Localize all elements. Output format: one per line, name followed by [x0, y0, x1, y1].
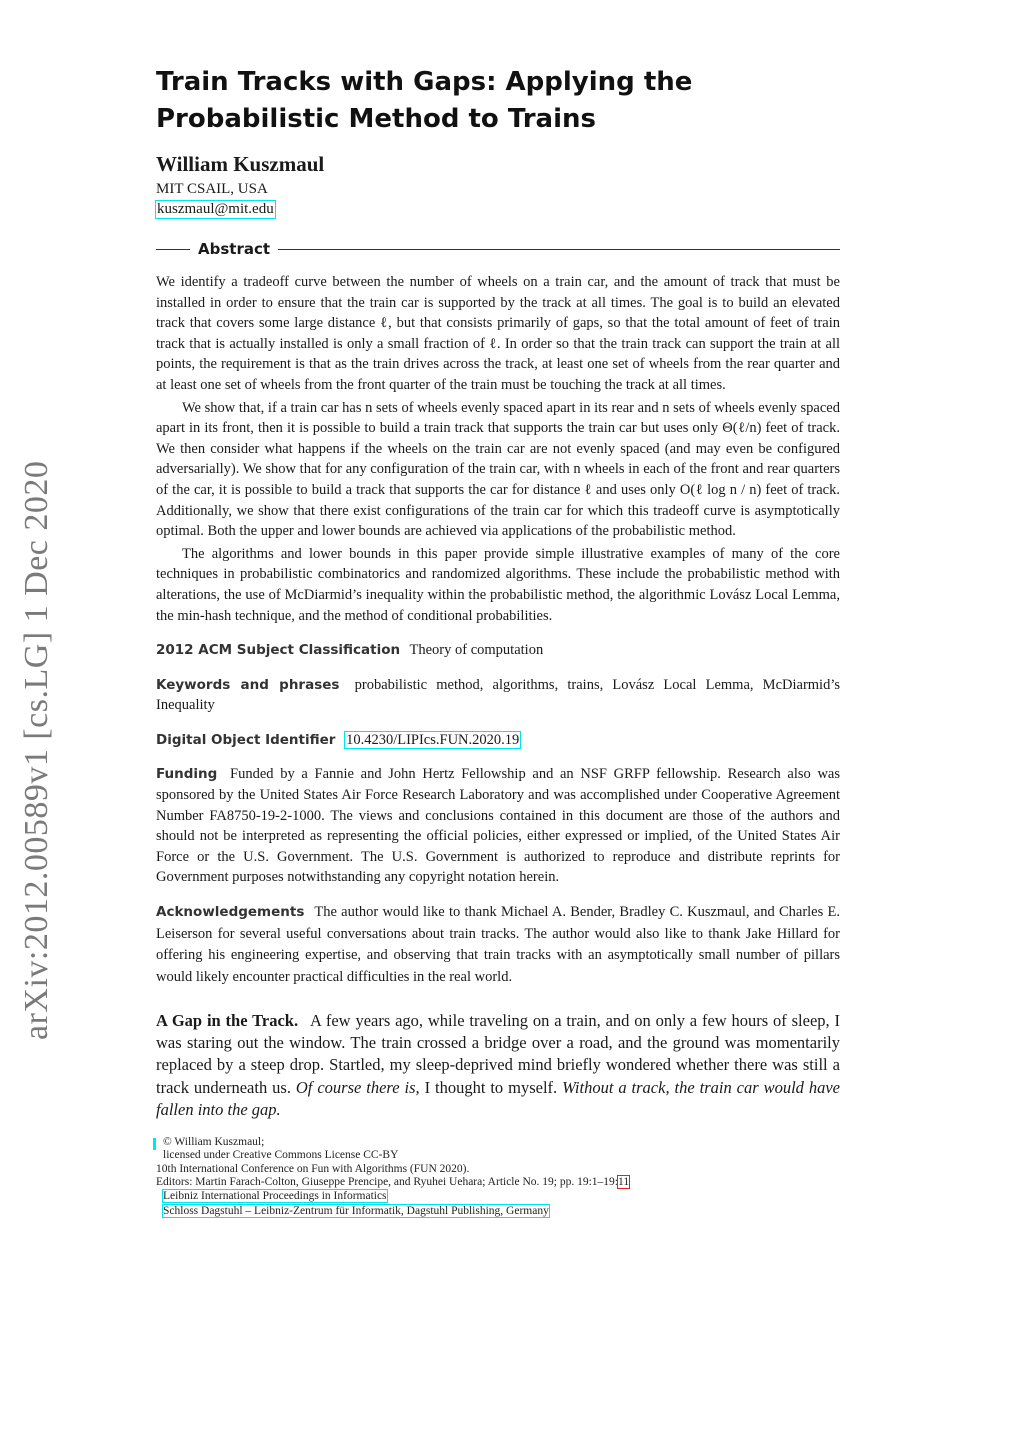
funding-value: Funded by a Fannie and John Hertz Fellowship and an NSF GRFP fellowship. Research also was sponsored by the United States Air Force Research Laboratory and was accomplished under Cooperative Agreement Number FA8750-19-2-1000. The views and conclusions contained in this document are those of the authors and should not be interpreted as representing the official policies, either expressed or implied, of the United States Air Force or the U.S. Government. The U.S. Government is authorized to reproduce and distribute reprints for Government purposes notwithstanding any copyright notation herein. [156, 766, 841, 886]
abstract-paragraph-2-part-b: feet of track. Additionally, we show that there exist configurations of the train car for which this tradeoff curve is asymptotically optimal. Both the upper and lower bounds are achieved via applications of the probabilistic method. [156, 481, 840, 540]
license-marker [153, 1138, 156, 1150]
funding-key: Funding [156, 766, 218, 783]
intro-heading: A Gap in the Track. [156, 1011, 299, 1031]
keywords-value: probabilistic method, algorithms, trains, Lovász Local Lemma, McDiarmid’s Inequality [156, 676, 841, 714]
abstract-body [156, 272, 840, 626]
doi-key: Digital Object Identifier [156, 731, 336, 748]
acm-classification-value: Theory of computation [409, 642, 544, 659]
intro-paragraph [156, 1010, 840, 1121]
abstract-paragraph-3: The algorithms and lower bounds in this paper provide simple illustrative examples of many of the core techniques in probabilistic combinatorics and randomized algorithms. These include the probabilistic method with alterations, the use of McDiarmid’s inequality within the probabilistic method, the algorithmic Lovász Local Lemma, the min-hash technique, and the method of conditional probabilities. [156, 545, 840, 624]
abstract-rule-right [278, 249, 840, 250]
acm-classification [156, 640, 840, 661]
acknowledgements-key: Acknowledgements [156, 904, 305, 921]
acknowledgements [156, 902, 840, 988]
doi-link[interactable]: 10.4230/LIPIcs.FUN.2020.19 [346, 731, 520, 748]
footer-copyright: © William Kuszmaul; [163, 1136, 265, 1149]
footer-editors [156, 1176, 840, 1189]
acknowledgements-value: The author would like to thank Michael A. Bender, Bradley C. Kuszmaul, and Charles E. Leiserson for several useful conversations about train tracks. The author would also like to thank Jake Hillard for offering his engineering expertise, and observing that train tracks with an asymptotically small number of pillars would likely encounter practical difficulties in the real world. [156, 904, 840, 985]
keywords-key: Keywords and phrases [156, 676, 340, 693]
abstract-paragraph-1: We identify a tradeoff curve between the number of wheels on a train car, and the amount of track that must be installed in order to ensure that the train car is supported by the track at all times. The goal is to build an elevated track that covers some large distance ℓ, but that consists primarily of gaps, so that the total amount of feet of train track that is actually installed is only a small fraction of ℓ. In order so that the train track can support the train at all points, the requirement is that as the train drives across the track, at least one set of wheels from the rear quarter and at least one set of wheels from the front quarter of the train must be touching the track at all times. [156, 274, 840, 393]
keywords [156, 675, 840, 716]
abstract-paragraph-2 [156, 398, 840, 542]
lipics-series-link[interactable]: Leibniz International Proceedings in Informatics [163, 1189, 387, 1202]
dagstuhl-publisher-link[interactable]: Schloss Dagstuhl – Leibniz-Zentrum für Informatik, Dagstuhl Publishing, Germany [163, 1205, 549, 1218]
publication-footer [156, 1136, 840, 1218]
doi [156, 730, 840, 751]
abstract-paragraph-2-part-a: We show that, if a train car has n sets of wheels evenly spaced apart in its rear and n sets of wheels evenly spaced apart in its front, then it is possible to build a train track that supports the train car but uses only Θ(ℓ/n) feet of track. We then consider what happens if the wheels on the train car are not evenly spaced (and may even be configured adversarially). We show that for any configuration of the train car, with n wheels in each of the front and rear quarters of the car, it is possible to build a track that supports the car for distance ℓ and uses only [156, 399, 840, 498]
intro-italic-2: Without a track, the train car would have fallen into the gap. [156, 1077, 840, 1119]
paper-title [156, 64, 840, 138]
author-email-link[interactable]: kuszmaul@mit.edu [157, 201, 274, 217]
title-line-2: Probabilistic Method to Trains [156, 104, 596, 134]
intro-italic-1: Of course there is, [295, 1077, 420, 1097]
abstract-rule-left [156, 249, 190, 250]
arxiv-identifier-stamp: arXiv:2012.00589v1 [cs.LG] 1 Dec 2020 [18, 460, 55, 1040]
author-name: William Kuszmaul [156, 152, 325, 176]
author-affiliation: MIT CSAIL, USA [156, 181, 268, 197]
abstract-formula: O(ℓ log n / n) [679, 481, 762, 498]
funding [156, 764, 840, 888]
abstract-heading [156, 240, 840, 258]
paper-page [156, 64, 840, 1218]
footer-editors-text: Editors: Martin Farach-Colton, Giuseppe Prencipe, and Ryuhei Uehara; Article No. 19; pp. 19:1–19: [156, 1176, 618, 1189]
footer-license: licensed under Creative Commons License CC-BY [163, 1149, 399, 1162]
abstract-label: Abstract [198, 240, 271, 258]
intro-text-2: I thought to myself. [424, 1077, 558, 1097]
footer-conference: 10th International Conference on Fun with Algorithms (FUN 2020). [156, 1162, 470, 1175]
last-page-link[interactable]: 11 [618, 1176, 630, 1189]
title-line-1: Train Tracks with Gaps: Applying the [156, 67, 693, 97]
intro-text: A few years ago, while traveling on a train, and on only a few hours of sleep, I was staring out the window. The train crossed a bridge over a road, and the ground was momentarily replaced by a steep drop. Startled, my sleep-deprived mind briefly wondered whether there was still a track underneath us. [156, 1011, 840, 1097]
acm-classification-key: 2012 ACM Subject Classification [156, 642, 401, 659]
